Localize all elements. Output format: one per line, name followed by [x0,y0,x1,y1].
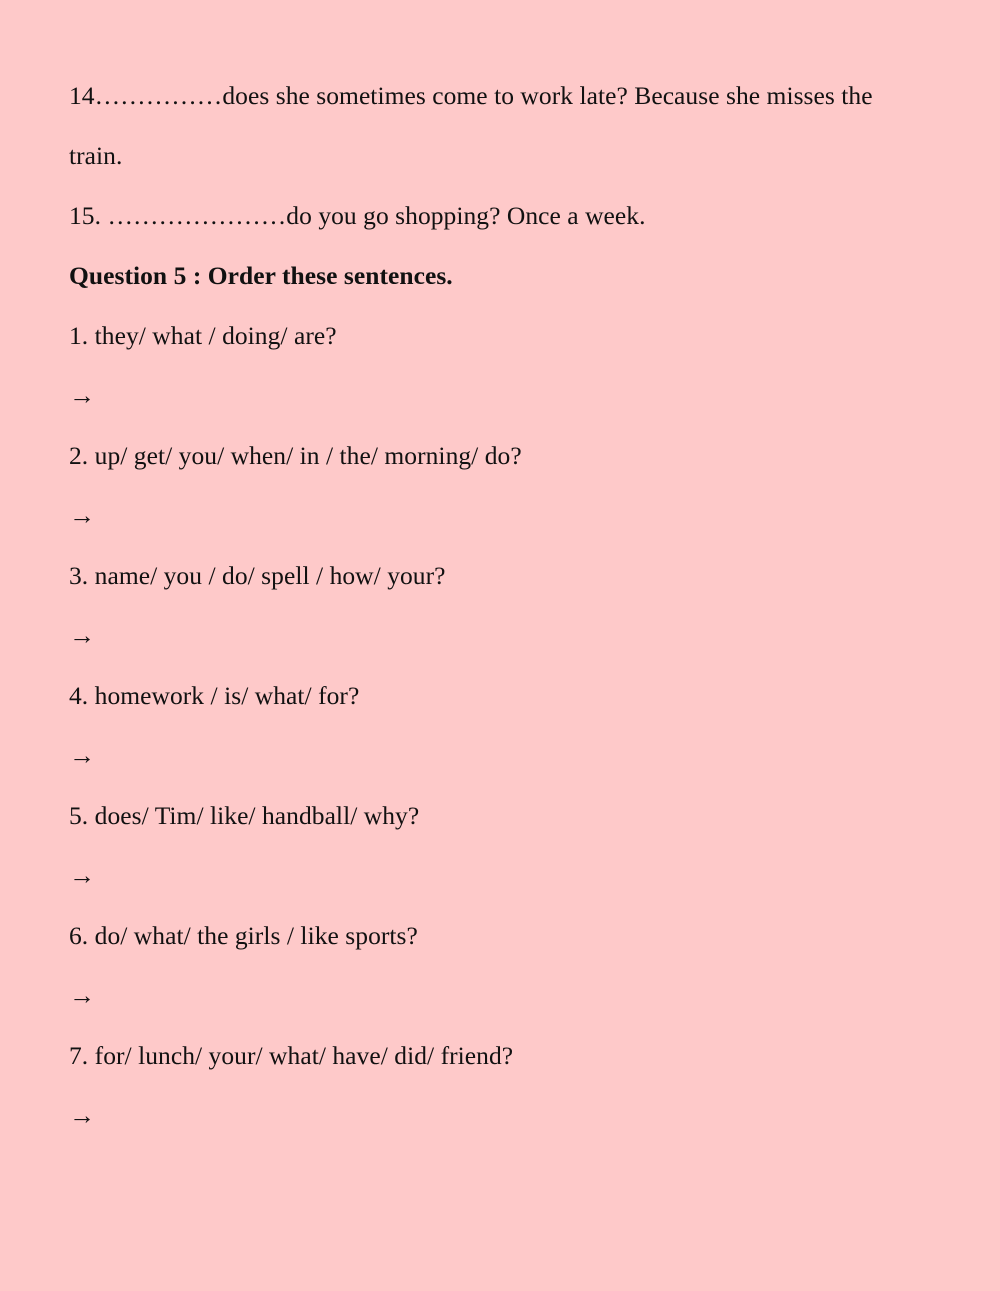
answer-arrow-4: → [69,741,96,770]
worksheet-page [69,66,949,1146]
sentence-6: 6. do/ what/ the girls / like sports? [69,921,418,950]
answer-arrow-6: → [69,981,96,1010]
sentence-5: 5. does/ Tim/ like/ handball/ why? [69,801,420,830]
sentence-4: 4. homework / is/ what/ for? [69,681,360,710]
answer-arrow-3: → [69,621,96,650]
sentence-7: 7. for/ lunch/ your/ what/ have/ did/ friend? [69,1041,514,1070]
answer-arrow-2: → [69,501,96,530]
item-14-line-2: train. [69,141,123,170]
answer-arrow-7: → [69,1101,96,1130]
sentence-2: 2. up/ get/ you/ when/ in / the/ morning/ do? [69,441,522,470]
sentence-3: 3. name/ you / do/ spell / how/ your? [69,561,446,590]
question-5-heading: Question 5 : Order these sentences. [69,261,453,290]
sentence-1: 1. they/ what / doing/ are? [69,321,337,350]
answer-arrow-1: → [69,381,96,410]
item-14-line-1: 14……………does she sometimes come to work late? Because she misses the [69,81,873,110]
item-15: 15. …………………do you go shopping? Once a week. [69,201,646,230]
answer-arrow-5: → [69,861,96,890]
